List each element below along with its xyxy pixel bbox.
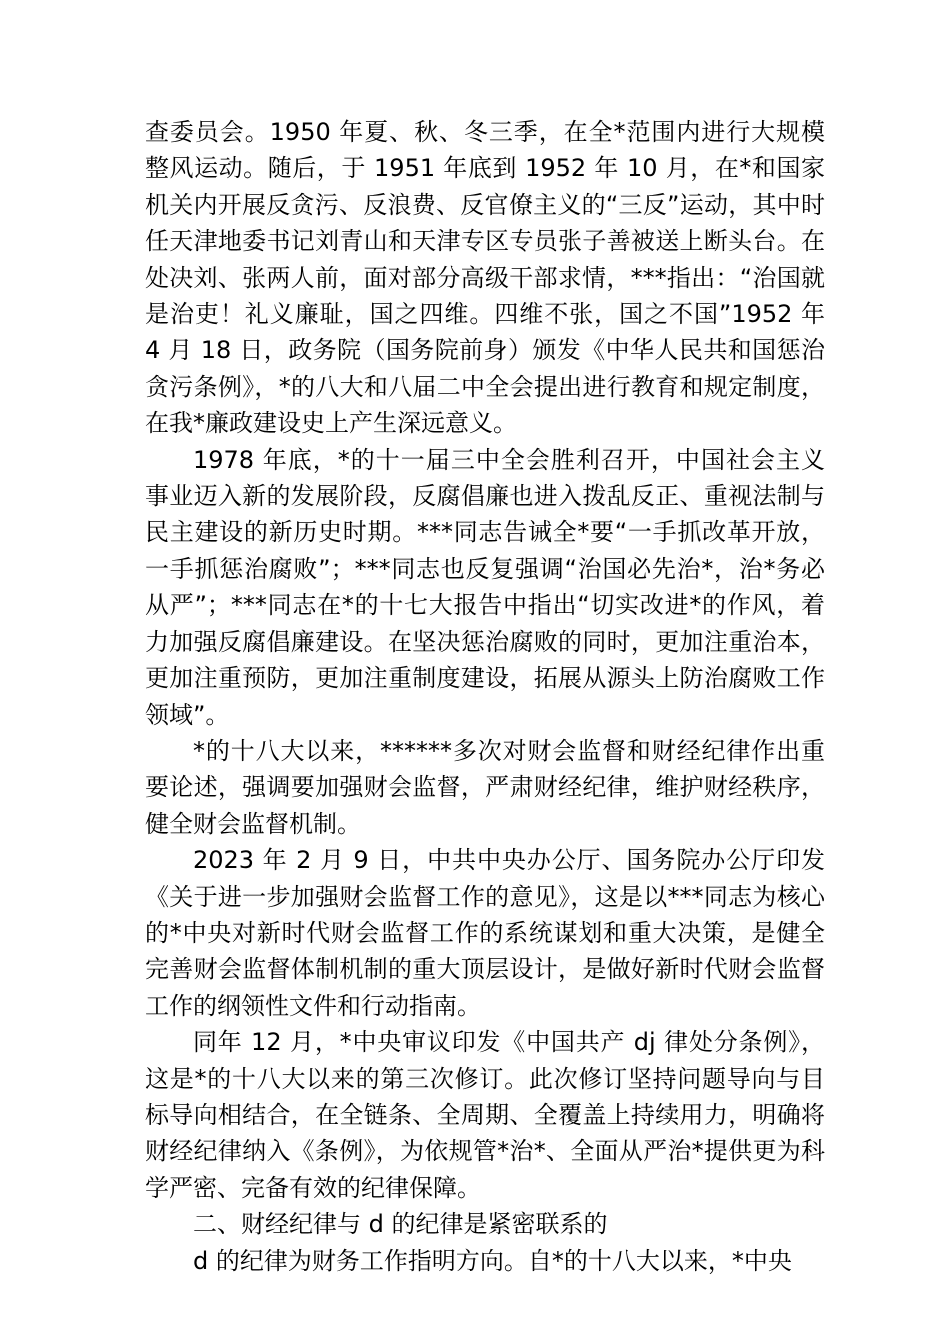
paragraph-continued: 查委员会。1950 年夏、秋、冬三季，在全*范围内进行大规模整风运动。随后，于 1951 年底到 1952 年 10 月，在*和国家机关内开展反贪污、反浪费、反官僚主义的“三反”运动，其中时任天津地委书记刘青山和天津专区专员张子善被送上断头台。在处决刘、张两人前，面对部分高级干部求情，***指出：“治国就是治吏！礼义廉耻，国之四维。四维不张，国之不国”1952 年 4 月 18 日，政务院（国务院前身）颁发《中华人民共和国惩治贪污条例》，*的八大和八届二中全会提出进行教育和规定制度，在我*廉政建设史上产生深远意义。 [145, 118, 825, 438]
paragraph-1978: 1978 年底，*的十一届三中全会胜利召开，中国社会主义事业迈入新的发展阶段，反腐倡廉也进入拨乱反正、重视法制与民主建设的新历史时期。***同志告诫全*要“一手抓改革开放，一手抓惩治腐败”；***同志也反复强调“治国必先治*，治*务必从严”；***同志在*的十七大报告中指出“切实改进*的作风，着力加强反腐倡廉建设。在坚决惩治腐败的同时，更加注重治本，更加注重预防，更加注重制度建设，拓展从源头上防治腐败工作领域”。 [145, 445, 825, 729]
paragraph-2023: 2023 年 2 月 9 日，中共中央办公厅、国务院办公厅印发《关于进一步加强财会监督工作的意见》，这是以***同志为核心的*中央对新时代财会监督工作的系统谋划和重大决策，是健全完善财会监督体制机制的重大顶层设计，是做好新时代财会监督工作的纲领性文件和行动指南。 [145, 846, 825, 1020]
document-body [145, 114, 825, 1279]
paragraph-final: d 的纪律为财务工作指明方向。自*的十八大以来，*中央 [193, 1246, 792, 1275]
section-heading: 二、财经纪律与 d 的纪律是紧密联系的 [193, 1210, 608, 1239]
paragraph-eighteenth-congress: *的十八大以来，******多次对财会监督和财经纪律作出重要论述，强调要加强财会监督，严肃财经纪律，维护财经秩序，健全财会监督机制。 [145, 736, 825, 838]
paragraph-december: 同年 12 月，*中央审议印发《中国共产 dj 律处分条例》，这是*的十八大以来的第三次修订。此次修订坚持问题导向与目标导向相结合，在全链条、全周期、全覆盖上持续用力，明确将财经纪律纳入《条例》，为依规管*治*、全面从严治*提供更为科学严密、完备有效的纪律保障。 [145, 1028, 825, 1202]
